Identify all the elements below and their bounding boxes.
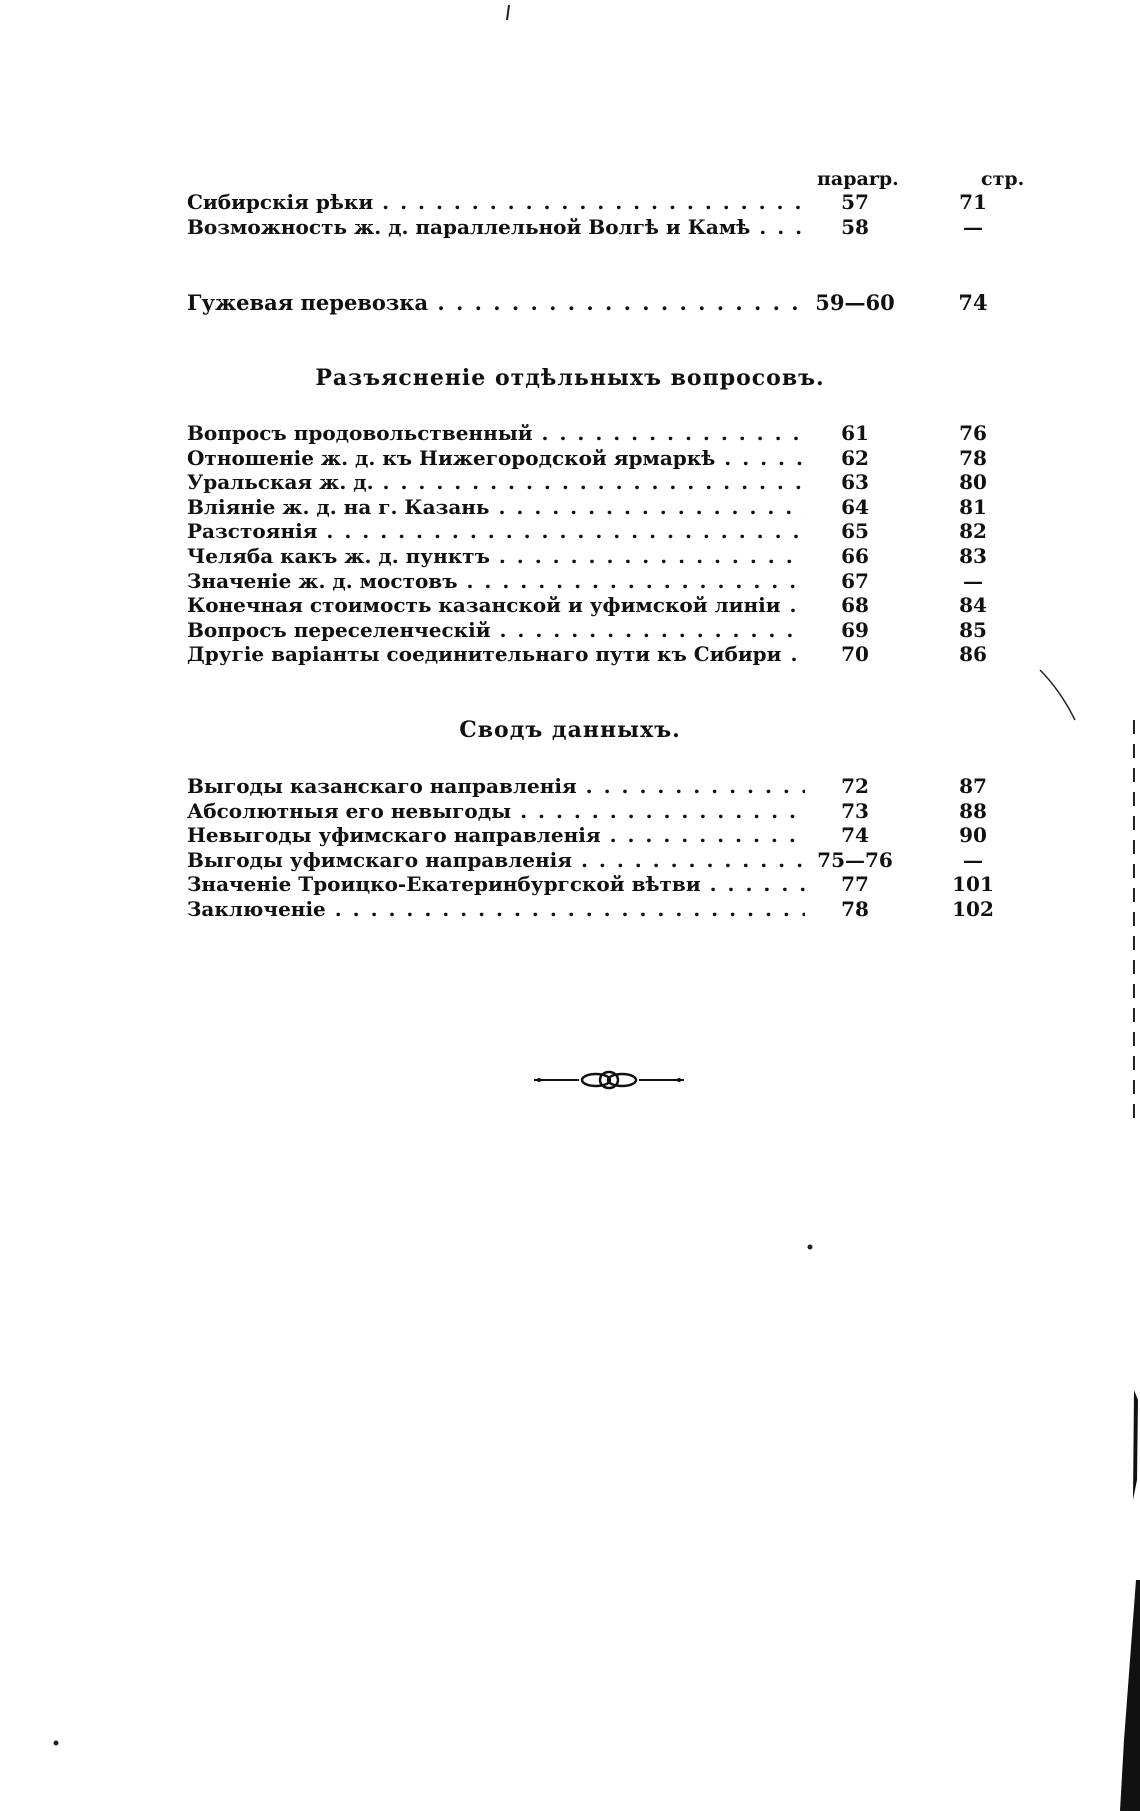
toc-entry-page: 83 [959,543,987,568]
toc-entry-paragraph: 77 [841,872,869,897]
toc-entry-page: 81 [959,494,987,519]
toc-entry-paragraph: 73 [841,798,869,823]
toc-entry [187,774,1017,799]
toc-entry-paragraph: 70 [841,642,869,667]
toc-entry-title: Вопросъ продовольственный . . . [187,421,805,446]
toc-entry-paragraph: 63 [841,470,869,495]
toc-entry-page: — [963,568,983,593]
toc-entry-page: 90 [959,823,987,848]
toc-entry-title: Вопросъ переселенческій . . . [187,618,805,643]
toc-entry [187,799,1017,824]
toc-entry [187,569,1017,594]
section-heading: Разъясненіе отдѣльныхъ вопросовъ. [315,365,825,391]
toc-entry-page: 85 [959,617,987,642]
toc-entry [187,495,1017,520]
toc-entry-title: Значеніе Троицко-Екатеринбургской вѣтви . . . [187,872,805,897]
toc-section-2 [187,291,1017,316]
toc-entry-page: — [963,847,983,872]
toc-entry-page: 86 [959,642,987,667]
toc-entry-title: Возможность ж. д. параллельной Волгѣ и Камѣ . . . [187,215,805,240]
toc-entry [187,618,1017,643]
toc-entry-page: 101 [952,872,994,897]
toc-entry-title: Заключеніе . . . [187,897,805,922]
toc-entry-paragraph: 64 [841,494,869,519]
toc-entry-title: Вліяніе ж. д. на г. Казань . . . [187,495,805,520]
toc-entry-paragraph: 67 [841,568,869,593]
page-column-header: стр. [981,168,1025,190]
toc-entry-page: 71 [959,190,987,214]
ornament-divider-icon [534,1068,684,1092]
toc-entry [187,470,1017,495]
toc-entry [187,872,1017,897]
toc-entry [187,848,1017,873]
toc-entry-page: 78 [959,445,987,470]
toc-entry [187,642,1017,667]
paragraph-column-header: параrр. [817,168,899,190]
toc-entry-title: Выгоды казанскаго направленія . . . [187,774,805,799]
toc-entry-title: Конечная стоимость казанской и уфимской линіи . . . [187,593,805,618]
toc-entry-page: 76 [959,421,987,445]
toc-entry-paragraph: 61 [841,421,869,445]
toc-entry-title: Сибирскія рѣки . . . [187,190,805,215]
toc-entry-paragraph: 78 [841,896,869,921]
toc-entry-paragraph: 58 [841,214,869,239]
toc-entry-paragraph: 68 [841,593,869,618]
toc-entry-page: 102 [952,896,994,921]
toc-section-1 [187,190,1017,239]
toc-entry-title: Гужевая перевозка . . . [187,291,805,316]
toc-entry-paragraph: 57 [841,190,869,214]
toc-entry [187,593,1017,618]
toc-entry [187,291,1017,316]
toc-entry-title: Абсолютныя его невыгоды . . . [187,799,805,824]
toc-entry-paragraph: 62 [841,445,869,470]
toc-entry-paragraph: 69 [841,617,869,642]
toc-entry-page: 88 [959,798,987,823]
toc-entry-page: 87 [959,774,987,798]
toc-entry [187,190,1017,215]
toc-entry-title: Выгоды уфимскаго направленія . . . [187,848,805,873]
toc-section-3 [187,421,1017,667]
toc-entry-title: Невыгоды уфимскаго направленія . . . [187,823,805,848]
toc-entry-title: Значеніе ж. д. мостовъ . . . [187,569,805,594]
toc-entry-paragraph: 75—76 [817,847,893,872]
toc-entry [187,215,1017,240]
toc-entry-page: 82 [959,519,987,544]
toc-entry-page: 80 [959,470,987,495]
toc-entry [187,544,1017,569]
toc-entry-title: Разстоянія . . . [187,519,805,544]
toc-entry-title: Отношеніе ж. д. къ Нижегородской ярмаркѣ . . . [187,446,805,471]
toc-entry [187,897,1017,922]
toc-section-4 [187,774,1017,922]
toc-entry [187,519,1017,544]
section-heading: Сводъ данныхъ. [459,717,681,743]
toc-entry-paragraph: 65 [841,519,869,544]
toc-entry-title: Челяба какъ ж. д. пунктъ . . . [187,544,805,569]
toc-entry-paragraph: 74 [841,823,869,848]
toc-entry-page: 74 [958,290,988,315]
toc-entry-title: Уральская ж. д. . . . [187,470,805,495]
toc-entry-paragraph: 66 [841,543,869,568]
toc-entry-paragraph: 59—60 [815,290,895,315]
page-edge-shadow [1100,700,1140,1811]
toc-entry [187,446,1017,471]
toc-entry-page: — [963,214,983,239]
toc-entry-page: 84 [959,593,987,618]
toc-entry [187,421,1017,446]
toc-entry-title: Другіе варіанты соединительнаго пути къ Сибири . . . [187,642,805,667]
toc-entry-paragraph: 72 [841,774,869,798]
toc-entry [187,823,1017,848]
